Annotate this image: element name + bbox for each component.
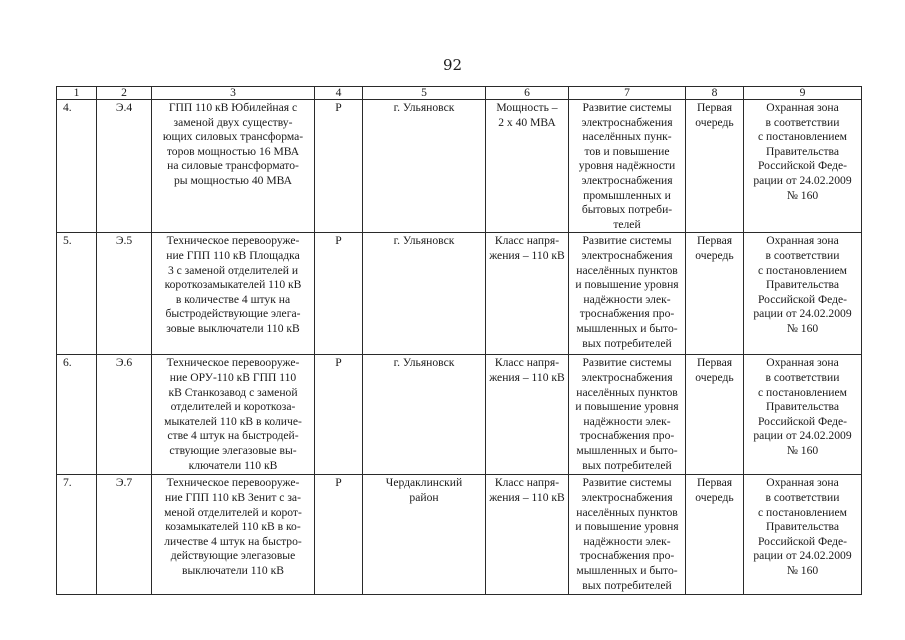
object-parameters: Мощность – 2 х 40 МВА xyxy=(486,100,569,233)
object-type: Р xyxy=(315,355,363,475)
column-header: 5 xyxy=(363,87,486,100)
object-priority: Первая очередь xyxy=(686,475,744,595)
object-code: Э.7 xyxy=(97,475,152,595)
object-purpose: Развитие системы электроснабжения населённых пунктов и повышение уровня надёжности элек- троснабжения про- мышленных и быто- вых потребителей xyxy=(569,233,686,355)
column-header: 8 xyxy=(686,87,744,100)
object-type: Р xyxy=(315,100,363,233)
row-number: 6. xyxy=(57,355,97,475)
object-name: Техническое перевооруже- ние ГПП 110 кВ Зенит с за- меной отделителей и корот- козамыкателей 110 кВ в ко- личестве 4 штук на быстро- действующие элегазовые выключатели 110 кВ xyxy=(152,475,315,595)
object-location: г. Ульяновск xyxy=(363,355,486,475)
page-number: 92 xyxy=(442,56,463,74)
table-row xyxy=(57,233,862,355)
protection-zone: Охранная зона в соответствии с постановлением Правительства Российской Феде- рации от 24.02.2009 № 160 xyxy=(744,233,862,355)
object-name: ГПП 110 кВ Юбилейная с заменой двух существу- ющих силовых трансформа- торов мощностью 16 МВА на силовые трансформато- ры мощностью 40 МВА xyxy=(152,100,315,233)
column-header: 2 xyxy=(97,87,152,100)
object-purpose: Развитие системы электроснабжения населённых пунктов и повышение уровня надёжности элек- троснабжения про- мышленных и быто- вых потребителей xyxy=(569,475,686,595)
column-header: 7 xyxy=(569,87,686,100)
object-priority: Первая очередь xyxy=(686,355,744,475)
object-priority: Первая очередь xyxy=(686,100,744,233)
document-table xyxy=(56,86,862,595)
object-purpose: Развитие системы электроснабжения населённых пунк- тов и повышение уровня надёжности электроснабжения промышленных и бытовых потреби- телей xyxy=(569,100,686,233)
column-header: 6 xyxy=(486,87,569,100)
object-type: Р xyxy=(315,233,363,355)
object-purpose: Развитие системы электроснабжения населённых пунктов и повышение уровня надёжности элек- троснабжения про- мышленных и быто- вых потребителей xyxy=(569,355,686,475)
object-parameters: Класс напря- жения – 110 кВ xyxy=(486,355,569,475)
object-location: Чердаклинский район xyxy=(363,475,486,595)
column-header: 3 xyxy=(152,87,315,100)
protection-zone: Охранная зона в соответствии с постановлением Правительства Российской Феде- рации от 24.02.2009 № 160 xyxy=(744,475,862,595)
object-parameters: Класс напря- жения – 110 кВ xyxy=(486,475,569,595)
object-name: Техническое перевооруже- ние ГПП 110 кВ Площадка 3 с заменой отделителей и короткозамыкателей 110 кВ в количестве 4 штук на быстродействующие элега- зовые выключатели 110 кВ xyxy=(152,233,315,355)
row-number: 7. xyxy=(57,475,97,595)
object-priority: Первая очередь xyxy=(686,233,744,355)
object-code: Э.6 xyxy=(97,355,152,475)
object-code: Э.4 xyxy=(97,100,152,233)
object-location: г. Ульяновск xyxy=(363,233,486,355)
protection-zone: Охранная зона в соответствии с постановлением Правительства Российской Феде- рации от 24.02.2009 № 160 xyxy=(744,100,862,233)
table-header-row xyxy=(57,87,862,100)
column-header: 4 xyxy=(315,87,363,100)
object-location: г. Ульяновск xyxy=(363,100,486,233)
table-row xyxy=(57,100,862,233)
table-row xyxy=(57,355,862,475)
column-header: 9 xyxy=(744,87,862,100)
object-parameters: Класс напря- жения – 110 кВ xyxy=(486,233,569,355)
row-number: 5. xyxy=(57,233,97,355)
object-name: Техническое перевооруже- ние ОРУ-110 кВ ГПП 110 кВ Станкозавод с заменой отделителей и короткоза- мыкателей 110 кВ в количе- стве 4 штук на быстродей- ствующие элегазовые вы- ключатели 110 кВ xyxy=(152,355,315,475)
object-code: Э.5 xyxy=(97,233,152,355)
object-type: Р xyxy=(315,475,363,595)
column-header: 1 xyxy=(57,87,97,100)
row-number: 4. xyxy=(57,100,97,233)
protection-zone: Охранная зона в соответствии с постановлением Правительства Российской Феде- рации от 24.02.2009 № 160 xyxy=(744,355,862,475)
table-row xyxy=(57,475,862,595)
